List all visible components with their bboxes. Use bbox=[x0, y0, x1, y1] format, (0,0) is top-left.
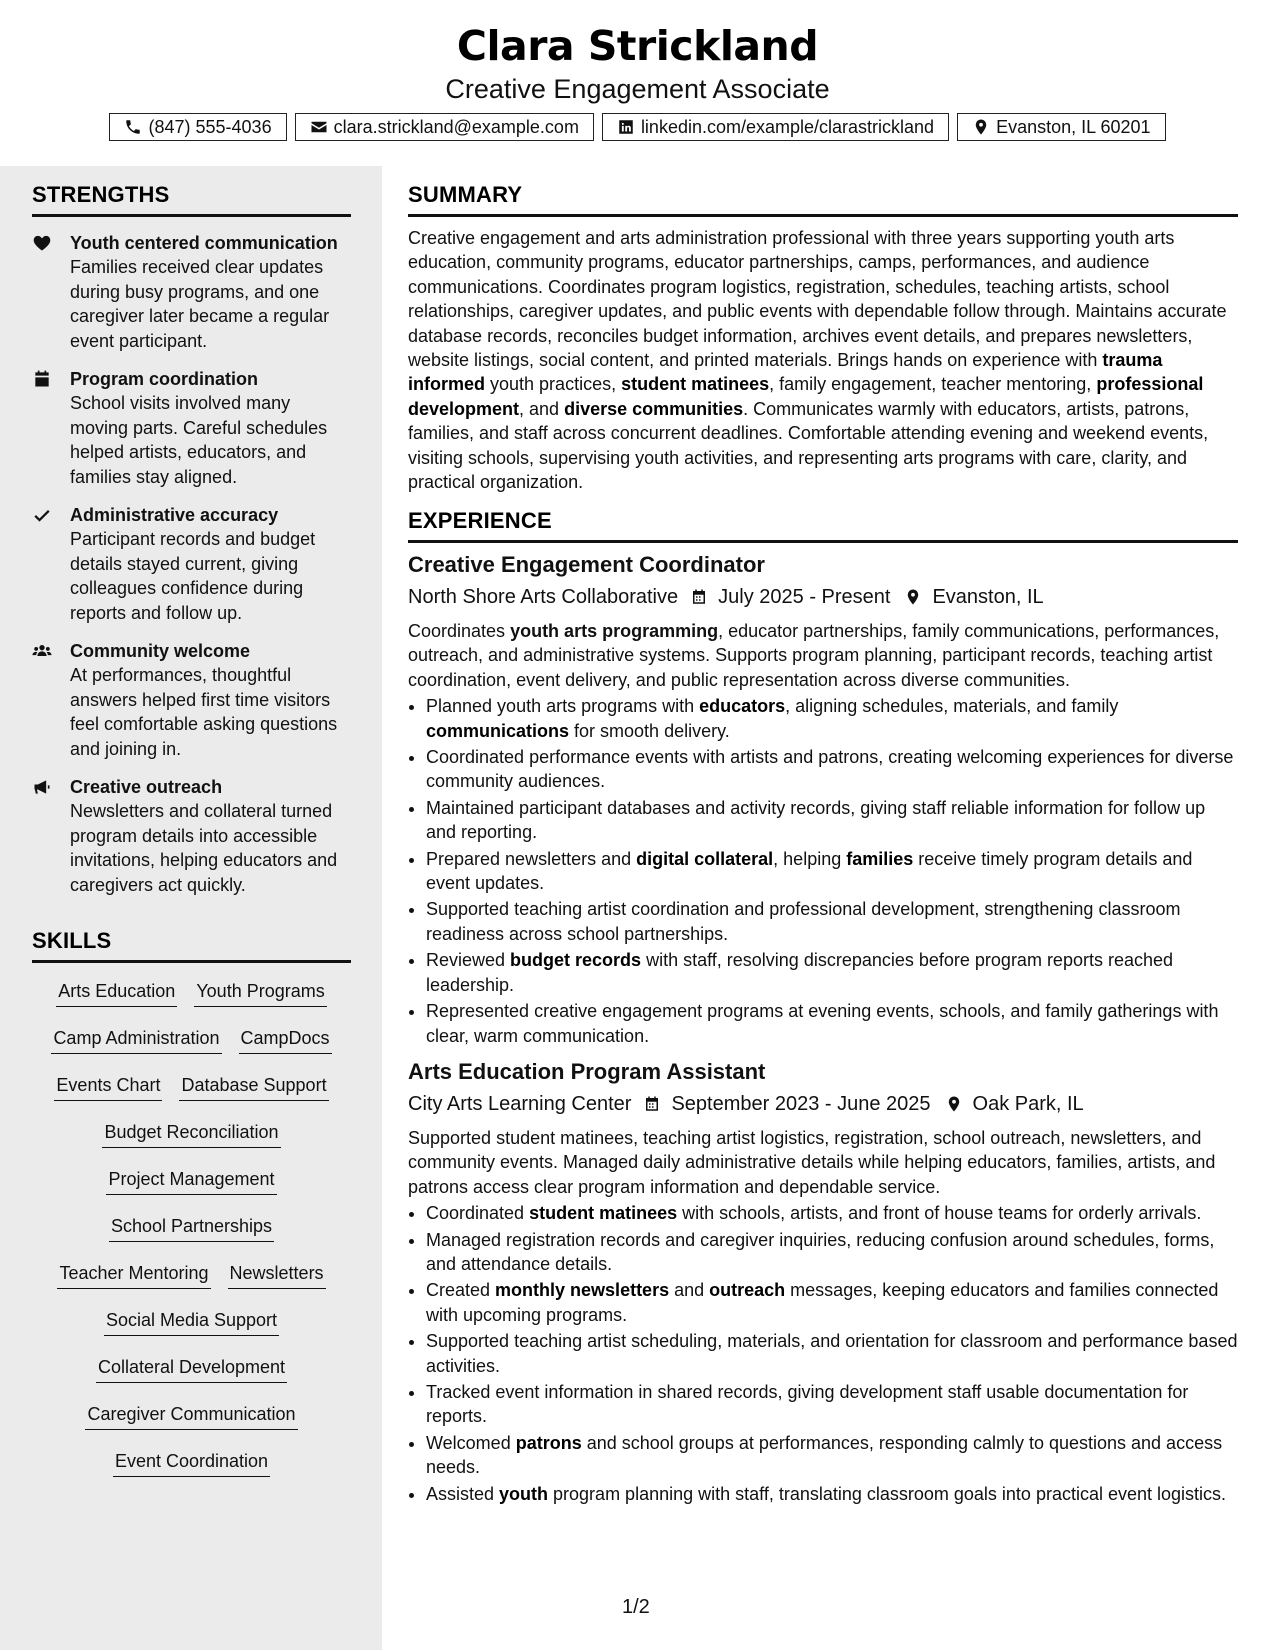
resume-job-title: Creative Engagement Associate bbox=[445, 74, 830, 104]
job-bullet: • Represented creative engagement programs at evening events, schools, and family gatherings with clear, warm communication. bbox=[426, 999, 1238, 1048]
job-title: Arts Education Program Assistant bbox=[408, 1058, 766, 1084]
skills-section bbox=[32, 928, 351, 1496]
job-bullet: • Prepared newsletters and digital collateral, helping families receive timely program details and event updates. bbox=[426, 847, 1238, 896]
strength-description: School visits involved many moving parts. Careful schedules helped artists, educators, and families stay aligned. bbox=[70, 393, 328, 487]
job-bullet: • Assisted youth program planning with staff, translating classroom goals into practical event logistics. bbox=[426, 1482, 1238, 1506]
strength-item bbox=[32, 639, 351, 761]
job-bullet: • Welcomed patrons and school groups at performances, responding calmly to questions and access needs. bbox=[426, 1431, 1238, 1480]
strength-title: Community welcome bbox=[70, 641, 251, 661]
skill-tag: Project Management bbox=[106, 1167, 276, 1195]
skill-tag: School Partnerships bbox=[109, 1214, 274, 1242]
linkedin-icon bbox=[617, 118, 635, 136]
summary-section bbox=[408, 182, 1238, 494]
strength-item bbox=[32, 367, 351, 489]
job-title: Creative Engagement Coordinator bbox=[408, 552, 765, 577]
summary-text: Creative engagement and arts administration professional with three years supporting youth arts education, community programs, educator partnerships, camps, performances, and audience communications. Coordinates program logistics, registration, schedules, teaching artists, school relationships, caregiver updates, and public events with dependable follow through. Maintains accurate database records, reconciles budget information, archives event details, and prepares newsletters, website listings, social content, and printed materials. Brings hands on experience with trauma informed youth practices, student matinees, family engagement, teacher mentoring, professional development, and diverse communities. Communicates warmly with educators, artists, patrons, families, and staff across concurrent deadlines. Comfortable attending evening and weekend events, visiting schools, supervising youth activities, and representing arts programs with care, clarity, and practical organization. bbox=[408, 228, 1227, 493]
skill-tag: Camp Administration bbox=[51, 1026, 221, 1054]
strength-title: Program coordination bbox=[70, 369, 259, 389]
page-number: 1/2 bbox=[622, 1596, 650, 1618]
summary-heading: SUMMARY bbox=[408, 182, 1238, 217]
contact-linkedin[interactable] bbox=[602, 113, 949, 141]
job-entry bbox=[408, 1058, 1238, 1506]
job-bullet: • Planned youth arts programs with educators, aligning schedules, materials, and family communications for smooth delivery. bbox=[426, 694, 1238, 743]
strength-description: Participant records and budget details stayed current, giving colleagues confidence during reports and follow up. bbox=[70, 529, 316, 623]
strength-title: Administrative accuracy bbox=[70, 505, 279, 525]
heart-icon bbox=[32, 233, 52, 253]
job-bullet: • Maintained participant databases and activity records, giving staff reliable information for follow up and reporting. bbox=[426, 796, 1238, 845]
envelope-icon bbox=[310, 118, 328, 136]
resume-name: Clara Strickland bbox=[456, 22, 819, 70]
strengths-heading: STRENGTHS bbox=[32, 182, 351, 217]
skill-tag: Arts Education bbox=[56, 979, 177, 1007]
job-description: Coordinates youth arts programming, educator partnerships, family communications, performances, outreach, and administrative systems. Supports program planning, participant records, teaching artist coordination, event delivery, and public representation across diverse communities. bbox=[408, 621, 1220, 690]
strength-item bbox=[32, 503, 351, 625]
check-icon bbox=[32, 505, 52, 525]
job-dates: September 2023 - June 2025 bbox=[671, 1092, 931, 1115]
megaphone-icon bbox=[32, 777, 52, 797]
experience-section bbox=[408, 508, 1238, 1508]
strength-item bbox=[32, 775, 351, 897]
calendar-icon bbox=[690, 587, 708, 607]
skill-tag: CampDocs bbox=[239, 1026, 332, 1054]
job-description: Supported student matinees, teaching artist logistics, registration, school outreach, newsletters, and community events. Managed daily administrative details while helping educators, families, artists, and patrons access clear program information and dependable service. bbox=[408, 1127, 1216, 1197]
skill-tag: Caregiver Communication bbox=[85, 1402, 297, 1430]
job-bullets bbox=[408, 1201, 1238, 1506]
map-marker-icon bbox=[972, 118, 990, 136]
job-meta bbox=[408, 1090, 1238, 1118]
contact-bar bbox=[0, 113, 1275, 141]
strength-title: Creative outreach bbox=[70, 777, 223, 797]
job-organization: North Shore Arts Collaborative bbox=[408, 586, 679, 608]
job-bullet: • Coordinated performance events with artists and patrons, creating welcoming experiences for diverse community audiences. bbox=[426, 745, 1238, 794]
experience-heading: EXPERIENCE bbox=[408, 508, 1238, 543]
map-marker-icon bbox=[945, 1094, 963, 1114]
skill-tag: Teacher Mentoring bbox=[57, 1261, 210, 1289]
phone-icon bbox=[124, 118, 142, 136]
skill-tag: Social Media Support bbox=[104, 1308, 279, 1336]
calendar-icon bbox=[32, 369, 52, 389]
strength-item bbox=[32, 231, 351, 353]
contact-phone[interactable] bbox=[109, 113, 286, 141]
job-bullet: • Supported teaching artist scheduling, materials, and orientation for classroom and performance based activities. bbox=[426, 1329, 1238, 1378]
job-bullet: • Supported teaching artist coordination and professional development, strengthening classroom readiness across school partnerships. bbox=[426, 897, 1238, 946]
contact-email[interactable] bbox=[295, 113, 594, 141]
contact-email-text: clara.strickland@example.com bbox=[333, 116, 579, 137]
job-bullets bbox=[408, 694, 1238, 1048]
job-entry bbox=[408, 551, 1238, 1048]
skills-heading: SKILLS bbox=[32, 928, 351, 963]
strengths-section bbox=[32, 182, 351, 897]
job-bullet: • Managed registration records and caregiver inquiries, reducing confusion around schedules, forms, and attendance details. bbox=[426, 1228, 1238, 1277]
job-bullet: • Coordinated student matinees with schools, artists, and front of house teams for orderly arrivals. bbox=[426, 1201, 1238, 1225]
skill-tag: Events Chart bbox=[54, 1073, 162, 1101]
calendar-icon bbox=[643, 1094, 661, 1114]
skill-tag: Budget Reconciliation bbox=[102, 1120, 280, 1148]
job-location: Evanston, IL bbox=[932, 586, 1044, 608]
contact-location bbox=[957, 113, 1165, 141]
job-location: Oak Park, IL bbox=[972, 1092, 1084, 1115]
job-bullet: • Reviewed budget records with staff, resolving discrepancies before program reports reached leadership. bbox=[426, 948, 1238, 997]
map-marker-icon bbox=[904, 587, 922, 607]
skill-tag: Newsletters bbox=[228, 1261, 326, 1289]
contact-location-text: Evanston, IL 60201 bbox=[996, 116, 1151, 137]
job-meta bbox=[408, 583, 1238, 611]
skill-tag: Event Coordination bbox=[113, 1449, 270, 1477]
contact-linkedin-text: linkedin.com/example/clarastrickland bbox=[640, 116, 935, 137]
job-bullet: • Tracked event information in shared records, giving development staff usable documentation for reports. bbox=[426, 1380, 1238, 1429]
contact-phone-text: (847) 555-4036 bbox=[148, 116, 272, 137]
job-organization: City Arts Learning Center bbox=[408, 1092, 632, 1115]
skill-tag: Database Support bbox=[179, 1073, 328, 1101]
strength-description: Families received clear updates during busy programs, and one caregiver later became a regular event participant. bbox=[70, 257, 330, 351]
strength-description: At performances, thoughtful answers helped first time visitors feel comfortable asking questions and joining in. bbox=[70, 665, 338, 759]
strength-title: Youth centered communication bbox=[70, 233, 338, 253]
strength-description: Newsletters and collateral turned program details into accessible invitations, helping educators and caregivers act quickly. bbox=[70, 801, 338, 895]
users-icon bbox=[32, 641, 52, 661]
skills-list bbox=[32, 979, 351, 1496]
job-dates: July 2025 - Present bbox=[718, 586, 891, 608]
skill-tag: Youth Programs bbox=[194, 979, 326, 1007]
job-bullet: • Created monthly newsletters and outreach messages, keeping educators and families connected with upcoming programs. bbox=[426, 1278, 1238, 1327]
skill-tag: Collateral Development bbox=[96, 1355, 287, 1383]
